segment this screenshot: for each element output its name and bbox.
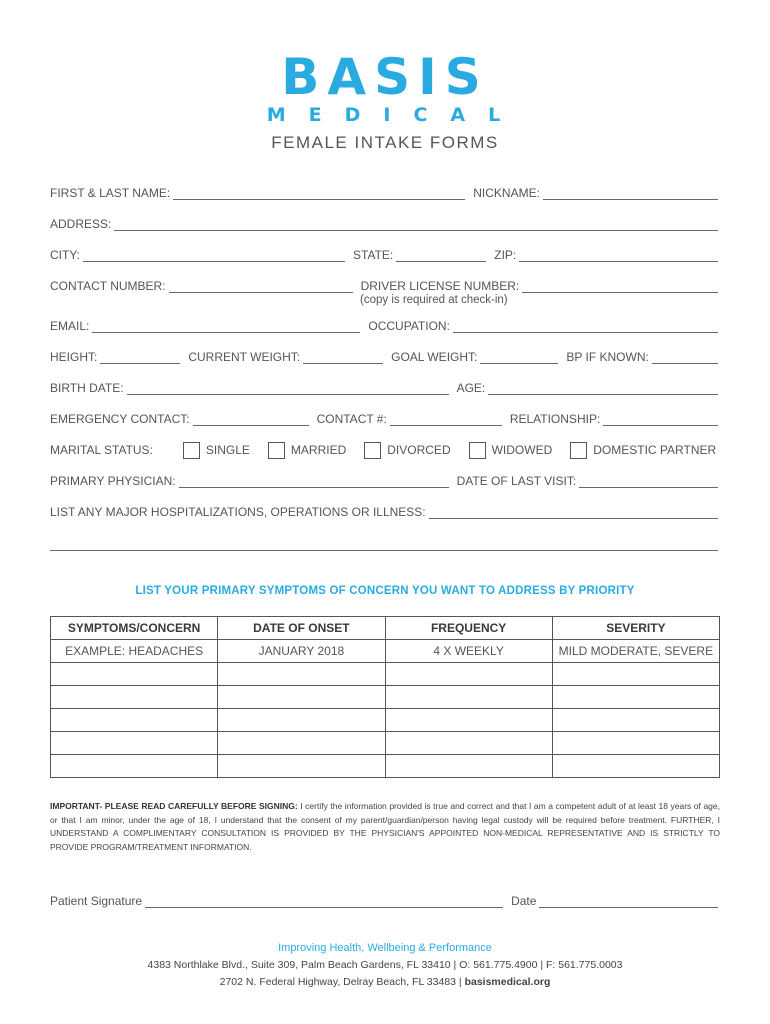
- row-name: [50, 184, 718, 200]
- emergency-contact-field[interactable]: [193, 414, 309, 426]
- nickname-label: NICKNAME:: [473, 186, 540, 200]
- symptoms-heading: LIST YOUR PRIMARY SYMPTOMS OF CONCERN YOU WANT TO ADDRESS BY PRIORITY: [135, 585, 635, 597]
- row-city: [50, 246, 718, 262]
- address-field[interactable]: [114, 219, 718, 231]
- option-domestic-partner: [570, 442, 716, 459]
- footer-address-2-text: 2702 N. Federal Highway, Delray Beach, FL 33483 |: [219, 976, 465, 988]
- primary-physician-label: PRIMARY PHYSICIAN:: [50, 474, 176, 488]
- city-label: CITY:: [50, 248, 81, 262]
- important-notice: [50, 800, 720, 854]
- basis-medical-logo: [0, 50, 770, 126]
- column-header: FREQUENCY: [385, 617, 552, 640]
- hospitalizations-field[interactable]: [429, 507, 718, 519]
- bp-field[interactable]: [652, 352, 718, 364]
- footer-address-2: [0, 976, 770, 988]
- table-header-row: [51, 617, 720, 640]
- footer-tagline: Improving Health, Wellbeing & Performance: [278, 942, 492, 954]
- marital-status-row: [50, 440, 720, 460]
- contact-number-label: CONTACT NUMBER:: [50, 279, 166, 293]
- widowed-checkbox[interactable]: [469, 442, 486, 459]
- row-signature: [50, 892, 718, 908]
- last-visit-label: DATE OF LAST VISIT:: [456, 474, 577, 488]
- date-field[interactable]: [539, 896, 718, 908]
- single-label: SINGLE: [205, 443, 250, 457]
- footer-address-1: 4383 Northlake Blvd., Suite 309, Palm Beach Gardens, FL 33410 | O: 561.775.4900 | F: 561.775.0003: [147, 959, 623, 971]
- married-checkbox[interactable]: [268, 442, 285, 459]
- relationship-field[interactable]: [603, 414, 718, 426]
- state-field[interactable]: [396, 250, 486, 262]
- driver-license-field[interactable]: [522, 281, 718, 293]
- column-header: SYMPTOMS/CONCERN: [51, 617, 218, 640]
- table-cell[interactable]: [552, 732, 719, 755]
- emergency-contact-label: EMERGENCY CONTACT:: [50, 412, 190, 426]
- married-label: MARRIED: [290, 443, 347, 457]
- occupation-label: OCCUPATION:: [368, 319, 450, 333]
- license-note: (copy is required at check-in): [360, 294, 508, 306]
- logo-subtitle: MEDICAL: [266, 104, 524, 126]
- option-widowed: [469, 442, 553, 459]
- date-label: Date: [511, 894, 537, 908]
- height-label: HEIGHT:: [50, 350, 98, 364]
- hospitalizations-label: LIST ANY MAJOR HOSPITALIZATIONS, OPERATIONS OR ILLNESS:: [50, 505, 426, 519]
- row-emergency: [50, 410, 718, 426]
- city-field[interactable]: [83, 250, 345, 262]
- zip-field[interactable]: [519, 250, 718, 262]
- row-hospitalizations-continued: [50, 535, 718, 551]
- zip-label: ZIP:: [494, 248, 517, 262]
- table-row: [51, 709, 720, 732]
- table-cell[interactable]: [218, 755, 385, 778]
- contact-num-field[interactable]: [390, 414, 502, 426]
- domestic-partner-label: DOMESTIC PARTNER: [593, 443, 717, 457]
- column-header: DATE OF ONSET: [218, 617, 385, 640]
- row-contact: [50, 277, 718, 293]
- table-row: [51, 686, 720, 709]
- table-cell[interactable]: [385, 732, 552, 755]
- important-text: I certify the information provided is true and correct and that I am a competent adult of at least 18 years of age, or that I am minor, under the age of 18, I understand that the consent of my parent/guardian/person having legal custody will be required before treatment. FURTHER, I UNDERSTAND A COMPLIMENTARY CONSULTATION IS PROVIDED BY THE PHYSICIAN'S APPOINTED NON-MEDICAL REPRESENTATIVE AND IS STRICTLY TO PROVIDE PROGRAM/TREATMENT INFORMATION.: [50, 801, 720, 852]
- birth-date-label: BIRTH DATE:: [50, 381, 124, 395]
- table-cell[interactable]: [51, 663, 218, 686]
- option-single: [183, 442, 250, 459]
- table-cell: 4 X WEEKLY: [385, 640, 552, 663]
- signature-label: Patient Signature: [50, 894, 143, 908]
- row-email: [50, 317, 718, 333]
- table-cell[interactable]: [51, 686, 218, 709]
- option-married: [268, 442, 346, 459]
- primary-physician-field[interactable]: [179, 476, 449, 488]
- driver-license-label: DRIVER LICENSE NUMBER:: [360, 279, 520, 293]
- widowed-label: WIDOWED: [491, 443, 553, 457]
- table-cell[interactable]: [552, 663, 719, 686]
- contact-number-field[interactable]: [169, 281, 353, 293]
- table-cell[interactable]: [218, 686, 385, 709]
- goal-weight-label: GOAL WEIGHT:: [391, 350, 478, 364]
- table-cell[interactable]: [218, 663, 385, 686]
- table-cell[interactable]: [51, 755, 218, 778]
- first-last-name-label: FIRST & LAST NAME:: [50, 186, 171, 200]
- current-weight-field[interactable]: [303, 352, 383, 364]
- table-row: [51, 732, 720, 755]
- row-hospitalizations: [50, 503, 718, 519]
- table-cell[interactable]: [552, 709, 719, 732]
- table-cell[interactable]: [552, 755, 719, 778]
- bp-label: BP IF KNOWN:: [566, 350, 649, 364]
- goal-weight-field[interactable]: [480, 352, 558, 364]
- table-cell[interactable]: [51, 732, 218, 755]
- birth-date-field[interactable]: [127, 383, 449, 395]
- contact-num-label: CONTACT #:: [316, 412, 387, 426]
- relationship-label: RELATIONSHIP:: [509, 412, 601, 426]
- table-cell[interactable]: [218, 732, 385, 755]
- row-physician: [50, 472, 718, 488]
- nickname-field[interactable]: [543, 188, 718, 200]
- example-row: [51, 640, 720, 663]
- table-row: [51, 663, 720, 686]
- signature-field[interactable]: [145, 896, 503, 908]
- table-cell[interactable]: [552, 686, 719, 709]
- single-checkbox[interactable]: [183, 442, 200, 459]
- symptoms-table: [50, 616, 720, 778]
- row-address: [50, 215, 718, 231]
- height-field[interactable]: [100, 352, 180, 364]
- address-label: ADDRESS:: [50, 217, 112, 231]
- hospitalizations-field-line2[interactable]: [50, 539, 718, 551]
- marital-status-label: MARITAL STATUS:: [50, 443, 153, 457]
- row-birth: [50, 379, 718, 395]
- table-cell: JANUARY 2018: [218, 640, 385, 663]
- email-label: EMAIL:: [50, 319, 90, 333]
- age-field[interactable]: [488, 383, 718, 395]
- table-cell[interactable]: [385, 709, 552, 732]
- table-cell: MILD MODERATE, SEVERE: [552, 640, 719, 663]
- form-title: FEMALE INTAKE FORMS: [271, 133, 499, 152]
- first-last-name-field[interactable]: [173, 188, 465, 200]
- column-header: SEVERITY: [552, 617, 719, 640]
- current-weight-label: CURRENT WEIGHT:: [188, 350, 301, 364]
- divorced-label: DIVORCED: [387, 443, 451, 457]
- table-cell: EXAMPLE: HEADACHES: [51, 640, 218, 663]
- table-cell[interactable]: [385, 663, 552, 686]
- occupation-field[interactable]: [453, 321, 718, 333]
- domestic-partner-checkbox[interactable]: [570, 442, 587, 459]
- logo-word: BASIS: [281, 48, 489, 106]
- email-field[interactable]: [92, 321, 360, 333]
- option-divorced: [364, 442, 450, 459]
- row-measurements: [50, 348, 718, 364]
- table-cell[interactable]: [385, 755, 552, 778]
- important-heading: IMPORTANT- PLEASE READ CAREFULLY BEFORE SIGNING:: [50, 801, 298, 811]
- table-cell[interactable]: [218, 709, 385, 732]
- table-cell[interactable]: [51, 709, 218, 732]
- footer-website-link[interactable]: basismedical.org: [464, 976, 551, 988]
- last-visit-field[interactable]: [579, 476, 718, 488]
- state-label: STATE:: [353, 248, 394, 262]
- divorced-checkbox[interactable]: [364, 442, 381, 459]
- age-label: AGE:: [456, 381, 486, 395]
- table-cell[interactable]: [385, 686, 552, 709]
- table-row: [51, 755, 720, 778]
